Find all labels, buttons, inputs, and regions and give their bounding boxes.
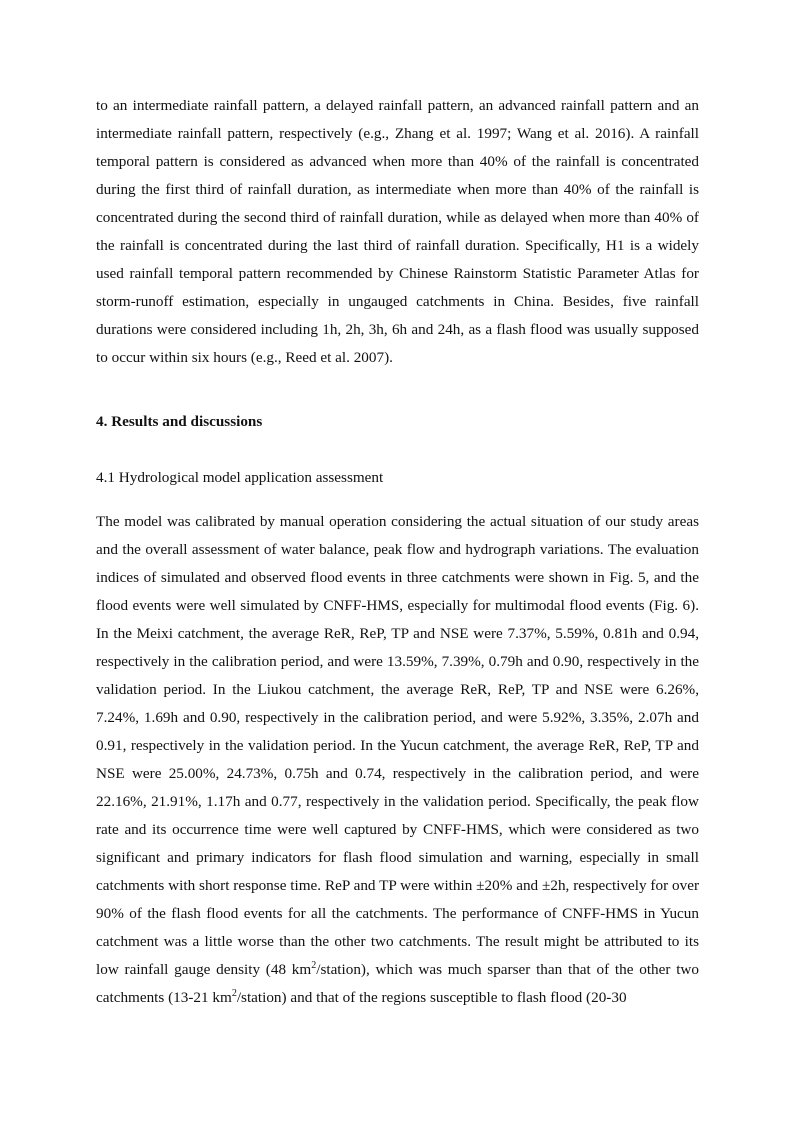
- body-paragraph: [96, 508, 699, 1012]
- superscript: 2: [311, 959, 317, 971]
- body-paragraph: to an intermediate rainfall pattern, a delayed rainfall pattern, an advanced rainfall pattern and an intermediate rainfall pattern, respectively (e.g., Zhang et al. 1997; Wang et al. 2016). A rainfall temporal pattern is considered as advanced when more than 40% of the rainfall is concentrated during the first third of rainfall duration, as intermediate when more than 40% of the rainfall is concentrated during the second third of rainfall duration, while as delayed when more than 40% of the rainfall is concentrated during the last third of rainfall duration. Specifically, H1 is a widely used rainfall temporal pattern recommended by Chinese Rainstorm Statistic Parameter Atlas for storm-runoff estimation, especially in ungauged catchments in China. Besides, five rainfall durations were considered including 1h, 2h, 3h, 6h and 24h, as a flash flood was usually supposed to occur within six hours (e.g., Reed et al. 2007).: [96, 97, 699, 366]
- paper-page: [96, 92, 699, 1006]
- subsection-heading: 4.1 Hydrological model application assessment: [96, 469, 384, 486]
- section-heading: 4. Results and discussions: [96, 413, 263, 430]
- paragraph-text: /station) and that of the regions susceptible to flash flood (20-30: [236, 989, 627, 1006]
- paragraph-text: The model was calibrated by manual operation considering the actual situation of our study areas and the overall assessment of water balance, peak flow and hydrograph variations. The evaluation indices of simulated and observed flood events in three catchments were shown in Fig. 5, and the flood events were well simulated by CNFF-HMS, especially for multimodal flood events (Fig. 6). In the Meixi catchment, the average ReR, ReP, TP and NSE were 7.37%, 5.59%, 0.81h and 0.94, respectively in the calibration period, and were 13.59%, 7.39%, 0.79h and 0.90, respectively in the validation period. In the Liukou catchment, the average ReR, ReP, TP and NSE were 6.26%, 7.24%, 1.69h and 0.90, respectively in the calibration period, and were 5.92%, 3.35%, 2.07h and 0.91, respectively in the validation period. In the Yucun catchment, the average ReR, ReP, TP and NSE were 25.00%, 24.73%, 0.75h and 0.74, respectively in the calibration period, and were 22.16%, 21.91%, 1.17h and 0.77, respectively in the validation period. Specifically, the peak flow rate and its occurrence time were well captured by CNFF-HMS, which were considered as two significant and primary indicators for flash flood simulation and warning, especially in small catchments with short response time. ReP and TP were within ±20% and ±2h, respectively for over 90% of the flash flood events for all the catchments. The performance of CNFF-HMS in Yucun catchment was a little worse than the other two catchments. The result might be attributed to its low rainfall gauge density (48 km: [96, 513, 699, 978]
- superscript: 2: [231, 987, 237, 999]
- paragraph-text: /station), which was much sparser than that of the other two catchments (13-21 km: [96, 961, 699, 1006]
